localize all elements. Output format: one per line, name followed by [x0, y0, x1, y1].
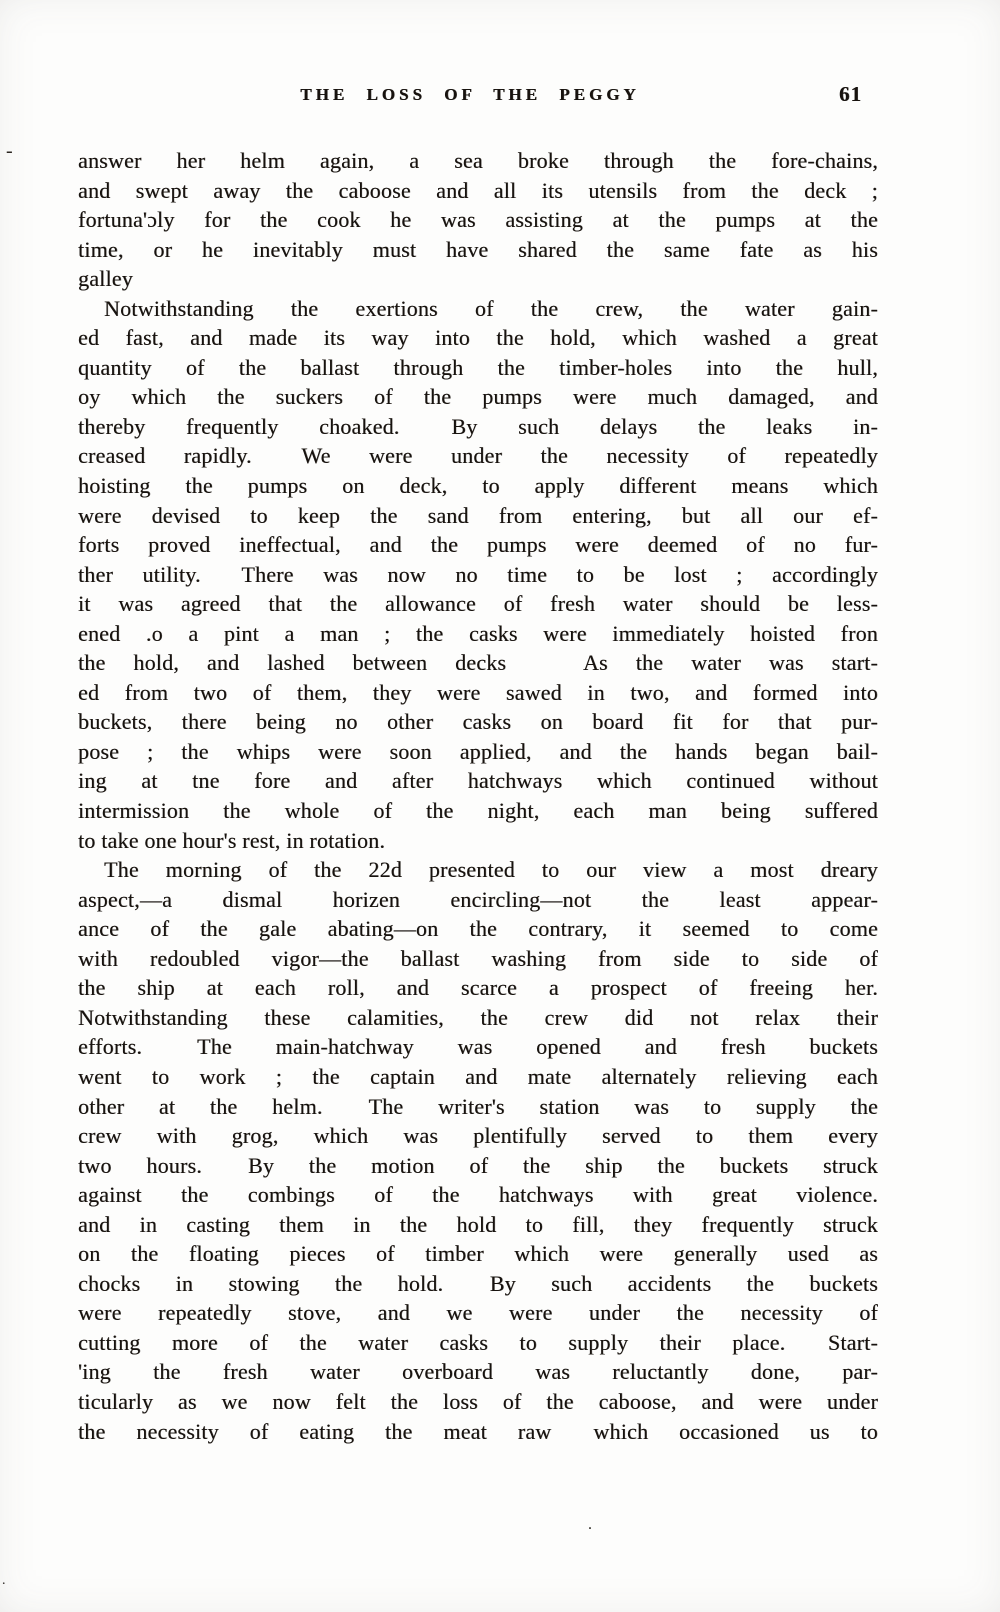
text-line: were repeatedly stove, and we were under the necessity of	[78, 1300, 878, 1326]
running-header	[0, 82, 1000, 113]
text-line: it was agreed that the allowance of fresh water should be less-	[78, 591, 878, 617]
text-line: ed fast, and made its way into the hold, which washed a great	[78, 325, 878, 351]
text-line: Notwithstanding these calamities, the crew did not relax their	[78, 1004, 878, 1030]
text-line: galley	[78, 266, 133, 292]
page-number: 61	[839, 82, 862, 106]
text-line: quantity of the ballast through the timber-holes into the hull,	[78, 354, 878, 380]
text-line: and in casting them in the hold to fill, they frequently struck	[78, 1211, 878, 1237]
text-line: ed from two of them, they were sawed in two, and formed into	[78, 679, 878, 705]
text-line: cutting more of the water casks to supply their place. Start-	[78, 1329, 878, 1355]
text-line: on the floating pieces of timber which were generally used as	[78, 1241, 878, 1267]
text-line: to take one hour's rest, in rotation.	[78, 827, 386, 853]
text-line: hoisting the pumps on deck, to apply different means which	[78, 473, 878, 499]
text-line: The morning of the 22d presented to our view a most dreary	[104, 857, 878, 883]
text-line: buckets, there being no other casks on board fit for that pur-	[78, 709, 878, 735]
paragraph	[78, 146, 878, 294]
text-line: Notwithstanding the exertions of the crew, the water gain-	[104, 295, 878, 321]
text-line: chocks in stowing the hold. By such accidents the buckets	[78, 1270, 878, 1296]
text-line: thereby frequently choaked. By such delays the leaks in-	[78, 413, 878, 439]
text-line: ance of the gale abating—on the contrary, it seemed to come	[78, 916, 878, 942]
mid-bottom-dot-artifact: .	[588, 1516, 592, 1533]
paragraph	[78, 855, 878, 1446]
text-line: ened .o a pint a man ; the casks were immediately hoisted fron	[78, 620, 878, 646]
text-line: the hold, and lashed between decks As the water was start-	[78, 650, 878, 676]
text-line: oy which the suckers of the pumps were much damaged, and	[78, 384, 878, 410]
text-line: the ship at each roll, and scarce a prospect of freeing her.	[78, 975, 878, 1001]
text-line: answer her helm again, a sea broke through the fore-chains,	[78, 148, 878, 173]
text-line: two hours. By the motion of the ship the buckets struck	[78, 1152, 878, 1178]
text-line: intermission the whole of the night, each man being suffered	[78, 798, 878, 824]
text-line: efforts. The main-hatchway was opened and fresh buckets	[78, 1034, 878, 1060]
text-line: and swept away the caboose and all its utensils from the deck ;	[78, 177, 878, 203]
paragraph	[78, 294, 878, 855]
text-line: time, or he inevitably must have shared the same fate as his	[78, 236, 878, 262]
text-line: went to work ; the captain and mate alternately relieving each	[78, 1063, 878, 1089]
running-header-title: THE LOSS OF THE PEGGY	[300, 85, 640, 104]
text-line: pose ; the whips were soon applied, and the hands began bail-	[78, 738, 878, 764]
text-line: ing at tne fore and after hatchways which continued without	[78, 768, 878, 794]
text-line: other at the helm. The writer's station was to supply the	[78, 1093, 878, 1119]
margin-dash-artifact: -	[6, 140, 13, 162]
text-line: against the combings of the hatchways with great violence.	[78, 1182, 878, 1208]
text-line: creased rapidly. We were under the necessity of repeatedly	[78, 443, 878, 469]
text-line: fortuna'ɔly for the cook he was assisting at the pumps at the	[78, 207, 878, 233]
bottom-left-tick-artifact: .	[2, 1573, 6, 1588]
text-line: ticularly as we now felt the loss of the caboose, and were under	[78, 1388, 878, 1414]
text-line: were devised to keep the sand from entering, but all our ef-	[78, 502, 878, 528]
text-line: the necessity of eating the meat raw which occasioned us to	[78, 1418, 878, 1444]
text-line: forts proved ineffectual, and the pumps were deemed of no fur-	[78, 532, 878, 558]
text-line: crew with grog, which was plentifully served to them every	[78, 1123, 878, 1149]
text-line: 'ing the fresh water overboard was reluctantly done, par-	[78, 1359, 878, 1385]
text-line: aspect,—a dismal horizen encircling—not the least appear-	[78, 886, 878, 912]
text-line: with redoubled vigor—the ballast washing from side to side of	[78, 945, 878, 971]
page-body	[78, 146, 878, 1446]
text-line: ther utility. There was now no time to be lost ; accordingly	[78, 561, 878, 587]
